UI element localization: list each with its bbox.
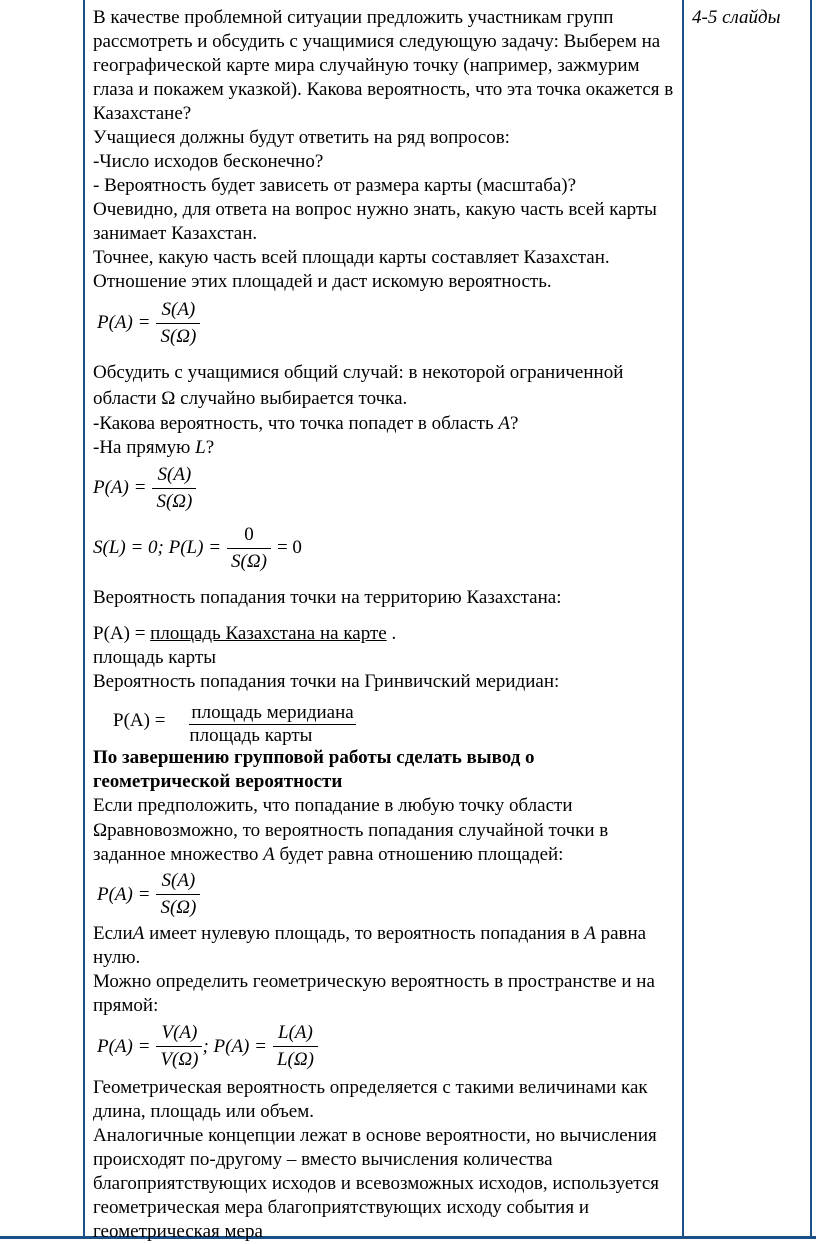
- answer-ratio: Отношение этих площадей и даст искомую вероятность.: [93, 271, 552, 292]
- question-infinite: -Число исходов бесконечно?: [93, 151, 324, 172]
- formula-denominator: S(Ω): [156, 490, 193, 512]
- questions-intro: Учащиеся должны будут ответить на ряд вопросов:: [93, 127, 510, 148]
- formula-numerator: L(A): [273, 1022, 318, 1047]
- formula-separator: ; P(A) =: [202, 1035, 267, 1057]
- table-border-left: [83, 0, 85, 1239]
- formula-numerator: S(A): [152, 464, 196, 489]
- kazakhstan-probability: Вероятность попадания точки на территорию Казахстана:: [93, 587, 562, 608]
- answer-part: Очевидно, для ответа на вопрос нужно знать, какую часть всей карты занимает Казахстан.: [93, 199, 657, 244]
- formula-numerator: 0: [227, 524, 271, 549]
- question-region: -Какова вероятность, что точка попадет в область A?: [93, 413, 519, 434]
- formula-lhs: S(L) = 0; P(L) =: [93, 537, 222, 558]
- kazakhstan-denominator: площадь карты: [93, 647, 216, 668]
- general-case: Обсудить с учащимися общий случай: в некоторой ограниченной области Ω случайно выбирается точка.: [93, 362, 624, 409]
- formula-lhs: P(A) =: [97, 1035, 151, 1057]
- problem-paragraph: В качестве проблемной ситуации предложить участникам групп рассмотреть и обсудить с учащимися следующую задачу: Выберем на географической карте мира случайную точку (например, зажмурим глаза и покажем указкой). Какова вероятность, что эта точка окажется в Казахстане?: [93, 7, 674, 124]
- formula-fraction-volume: [156, 1022, 202, 1071]
- formula-lhs: P(A) =: [97, 883, 151, 905]
- meridian-formula: [93, 702, 675, 746]
- question-scale: - Вероятность будет зависеть от размера карты (масштаба)?: [93, 175, 577, 196]
- measures-note: Геометрическая вероятность определяется с такими величинами как длина, площадь или объем.: [93, 1076, 648, 1122]
- formula-volume-length: [93, 1018, 675, 1076]
- table-border-right: [810, 0, 812, 1239]
- answer-area: Точнее, какую часть всей площади карты составляет Казахстан.: [93, 247, 610, 268]
- formula-fraction: [227, 524, 271, 573]
- zero-area-note: ЕслиA имеет нулевую площадь, то вероятность попадания в A равна нулю.: [93, 922, 647, 968]
- formula-area-2: [93, 460, 675, 516]
- formula-area-3: [93, 868, 675, 922]
- main-column: [93, 6, 675, 1244]
- formula-numerator: S(A): [156, 870, 200, 895]
- formula-denominator: площадь карты: [189, 724, 313, 746]
- formula-line: [93, 516, 675, 580]
- formula-fraction: [189, 702, 355, 747]
- conclusion-heading: По завершению групповой работы сделать вывод о геометрической вероятности: [93, 747, 535, 792]
- formula-denominator: S(Ω): [231, 550, 267, 572]
- formula-fraction: [156, 870, 200, 919]
- formula-lhs: P(A) =: [93, 477, 147, 498]
- formula-denominator: S(Ω): [160, 897, 197, 918]
- kazakhstan-formula: P(A) = площадь Казахстана на карте .: [93, 623, 397, 644]
- conclusion-text: Если предположить, что попадание в любую точку области Ωравновозможно, то вероятность попадания случайной точки в заданное множество A будет равна отношению площадей:: [93, 795, 609, 865]
- question-line: -На прямую L?: [93, 437, 215, 458]
- formula-result: = 0: [276, 537, 302, 558]
- formula-numerator: площадь меридиана: [191, 701, 354, 723]
- side-column: [692, 6, 810, 30]
- formula-denominator: S(Ω): [160, 325, 197, 347]
- formula-fraction: [156, 299, 200, 348]
- formula-fraction: [152, 464, 196, 513]
- formula-denominator: L(Ω): [276, 1049, 314, 1070]
- table-border-middle: [682, 0, 684, 1239]
- meridian-probability: Вероятность попадания точки на Гринвичский меридиан:: [93, 671, 560, 692]
- analogous-concepts: Аналогичные концепции лежат в основе вероятности, но вычисления происходят по-другому – вместо вычисления количества благоприятствующих исходов и всевозможных исходов, используется геометрическая мера благоприятствующих исходу события и геометрическая мера: [93, 1124, 660, 1242]
- formula-area-1: [93, 294, 675, 352]
- formula-denominator: V(Ω): [160, 1049, 199, 1070]
- slides-note: 4-5 слайды: [692, 7, 781, 28]
- formula-numerator: V(A): [156, 1022, 202, 1047]
- formula-fraction-length: [273, 1022, 318, 1071]
- formula-lhs: P(A) =: [113, 710, 166, 731]
- formula-numerator: S(A): [156, 299, 200, 324]
- formula-lhs: P(A) =: [97, 312, 151, 333]
- space-line-note: Можно определить геометрическую вероятность в пространстве и на прямой:: [93, 970, 655, 1016]
